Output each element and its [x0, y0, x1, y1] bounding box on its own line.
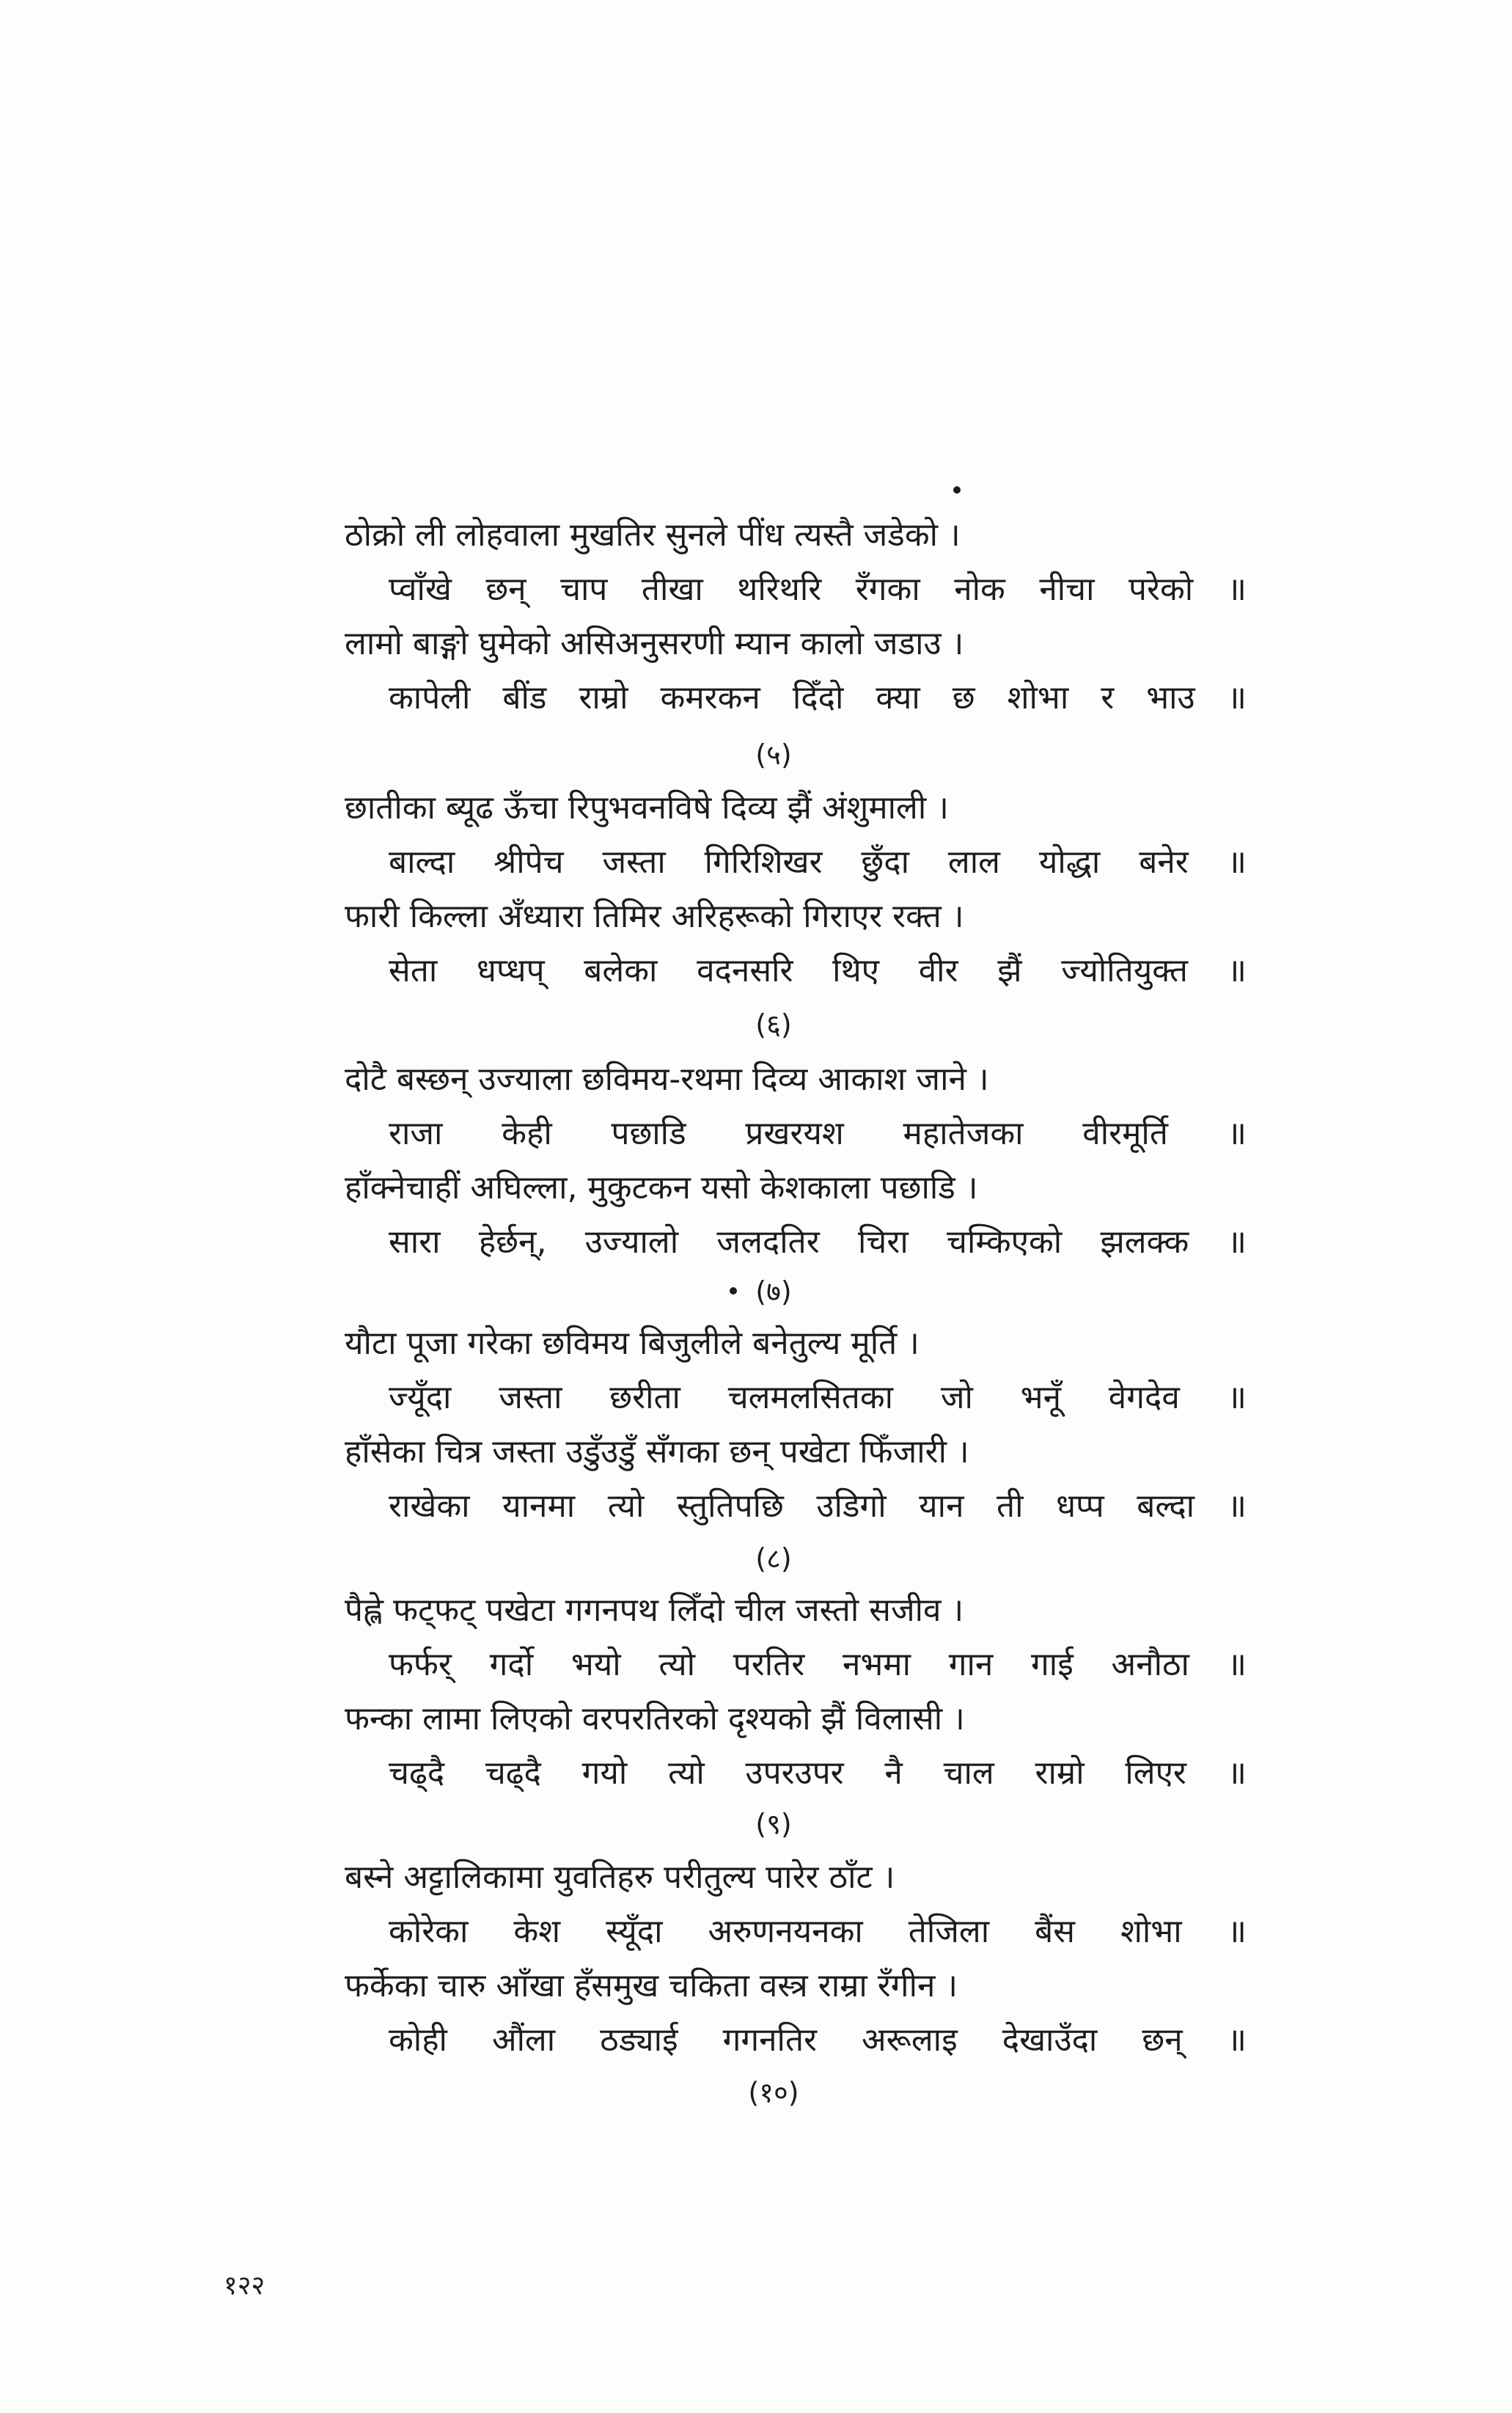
- verse-line: लामो बाङ्गो घुमेको असिअनुसरणी म्यान कालो जडाउ ।: [345, 625, 964, 662]
- verse-line: हाँक्नेचाहीं अघिल्ला, मुकुटकन यसो केशकाला पछाडि ।: [345, 1169, 978, 1206]
- verse-line: ठोक्रो ली लोहवाला मुखतिर सुनले पींध त्यस्तै जडेको ।: [345, 516, 961, 554]
- verse-line: कोरेका केश स्यूँदा अरुणनयनका तेजिला बैंस शोभा ॥: [389, 1913, 1247, 1950]
- verse-line: बस्ने अट्टालिकामा युवतिहरु परीतुल्य पारेर ठाँट ।: [345, 1859, 895, 1896]
- verse-line: कापेली बींड राम्रो कमरकन दिँदो क्या छ शोभा र भाउ ॥: [389, 679, 1247, 717]
- verse-line: ज्यूँदा जस्ता छरीता चलमलसितका जो भनूँ वेगदेव ॥: [389, 1379, 1247, 1416]
- stanza-number: (७): [755, 1275, 792, 1308]
- verse-line: प्वाँखे छन् चाप तीखा थरिथरि रँगका नोक नीचा परेको ॥: [389, 571, 1247, 608]
- verse-line: राजा केही पछाडि प्रखरयश महातेजका वीरमूर्ति ॥: [389, 1115, 1247, 1152]
- verse-line: बाल्दा श्रीपेच जस्ता गिरिशिखर छुँदा लाल योद्धा बनेर ॥: [389, 843, 1247, 881]
- verse-line: छातीका ब्यूढ ऊँचा रिपुभवनविषे दिव्य झैं अंशुमाली ।: [345, 789, 949, 827]
- verse-line: पैह्ले फट्फट् पखेटा गगनपथ लिँदो चील जस्तो सजीव ।: [345, 1592, 964, 1629]
- verse-line: फन्का लामा लिएको वरपरतिरको दृश्यको झैं विलासी ।: [345, 1700, 965, 1738]
- stanza-number: (१०): [748, 2076, 799, 2109]
- verse-line: सेता धप्धप् बलेका वदनसरि थिए वीर झैं ज्योतियुक्त ॥: [389, 952, 1247, 989]
- stanza-number: (८): [755, 1542, 792, 1575]
- page-number: १२२: [224, 2271, 265, 2301]
- verse-line: दोटै बस्छन् उज्याला छविमय-रथमा दिव्य आकाश जाने ।: [345, 1061, 989, 1098]
- stanza-number: (९): [755, 1808, 792, 1840]
- verse-line: हाँसेका चित्र जस्ता उडुँउडुँ सँगका छन् पखेटा फिँजारी ।: [345, 1433, 969, 1471]
- stanza-number: (५): [755, 739, 792, 771]
- verse-line: चढ्दै चढ्दै गयो त्यो उपरउपर नै चाल राम्रो लिएर ॥: [389, 1754, 1247, 1792]
- ink-dot: [953, 486, 961, 494]
- verse-line: कोही औंला ठड्याई गगनतिर अरूलाइ देखाउँदा छन् ॥: [389, 2021, 1247, 2059]
- verse-line: फर्फर् गर्दो भयो त्यो परतिर नभमा गान गाई अनौठा ॥: [389, 1646, 1247, 1683]
- verse-line: यौटा पूजा गरेका छविमय बिजुलीले बनेतुल्य मूर्ति ।: [345, 1325, 920, 1362]
- stanza-number: (६): [755, 1008, 792, 1041]
- verse-line: राखेका यानमा त्यो स्तुतिपछि उडिगो यान ती धप्प बल्दा ॥: [389, 1487, 1247, 1525]
- verse-line: सारा हेर्छन्, उज्यालो जलदतिर चिरा चम्किएको झलक्क ॥: [389, 1223, 1247, 1261]
- verse-line: फारी किल्ला अँध्यारा तिमिर अरिहरूको गिराएर रक्त ।: [345, 898, 964, 935]
- verse-line: फर्केका चारु आँखा हँसमुख चकिता वस्त्र राम्रा रँगीन ।: [345, 1967, 958, 2004]
